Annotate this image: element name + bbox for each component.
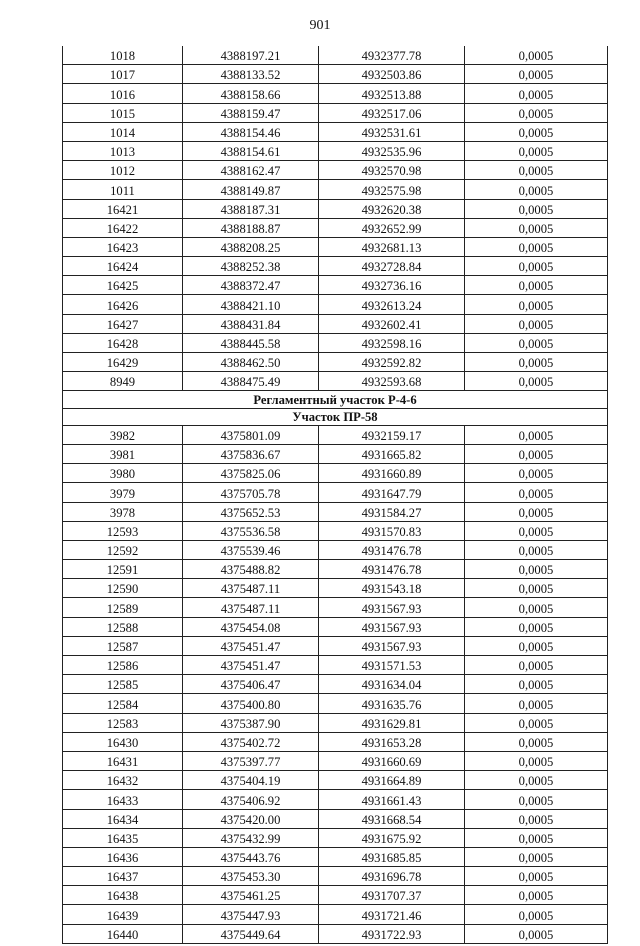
y-coordinate-cell: 4932681.13	[319, 237, 465, 256]
coordinates-table-wrapper	[62, 46, 607, 944]
x-coordinate-cell: 4388159.47	[183, 103, 319, 122]
table-row	[63, 732, 608, 751]
x-coordinate-cell: 4388197.21	[183, 46, 319, 65]
x-coordinate-cell: 4375402.72	[183, 732, 319, 751]
table-row	[63, 502, 608, 521]
value-cell: 0,0005	[465, 598, 608, 617]
point-number-cell: 1015	[63, 103, 183, 122]
value-cell: 0,0005	[465, 521, 608, 540]
value-cell: 0,0005	[465, 886, 608, 905]
x-coordinate-cell: 4388162.47	[183, 161, 319, 180]
point-number-cell: 3981	[63, 444, 183, 463]
value-cell: 0,0005	[465, 675, 608, 694]
y-coordinate-cell: 4932531.61	[319, 122, 465, 141]
y-coordinate-cell: 4931664.89	[319, 771, 465, 790]
value-cell: 0,0005	[465, 867, 608, 886]
table-row	[63, 636, 608, 655]
x-coordinate-cell: 4375420.00	[183, 809, 319, 828]
value-cell: 0,0005	[465, 46, 608, 65]
y-coordinate-cell: 4931543.18	[319, 579, 465, 598]
point-number-cell: 1014	[63, 122, 183, 141]
x-coordinate-cell: 4375451.47	[183, 636, 319, 655]
value-cell: 0,0005	[465, 180, 608, 199]
y-coordinate-cell: 4931629.81	[319, 713, 465, 732]
table-row	[63, 675, 608, 694]
table-body-second	[63, 425, 608, 943]
x-coordinate-cell: 4375539.46	[183, 540, 319, 559]
value-cell: 0,0005	[465, 257, 608, 276]
table-row	[63, 314, 608, 333]
point-number-cell: 16436	[63, 847, 183, 866]
value-cell: 0,0005	[465, 237, 608, 256]
y-coordinate-cell: 4931567.93	[319, 598, 465, 617]
value-cell: 0,0005	[465, 905, 608, 924]
point-number-cell: 1012	[63, 161, 183, 180]
x-coordinate-cell: 4375836.67	[183, 444, 319, 463]
point-number-cell: 12585	[63, 675, 183, 694]
value-cell: 0,0005	[465, 732, 608, 751]
x-coordinate-cell: 4388158.66	[183, 84, 319, 103]
point-number-cell: 12588	[63, 617, 183, 636]
table-row	[63, 65, 608, 84]
table-row	[63, 579, 608, 598]
y-coordinate-cell: 4932535.96	[319, 141, 465, 160]
point-number-cell: 16432	[63, 771, 183, 790]
value-cell: 0,0005	[465, 161, 608, 180]
y-coordinate-cell: 4932377.78	[319, 46, 465, 65]
y-coordinate-cell: 4931661.43	[319, 790, 465, 809]
point-number-cell: 16428	[63, 333, 183, 352]
section-headers	[63, 391, 608, 425]
y-coordinate-cell: 4931584.27	[319, 502, 465, 521]
y-coordinate-cell: 4931567.93	[319, 617, 465, 636]
point-number-cell: 16429	[63, 353, 183, 372]
table-row	[63, 103, 608, 122]
y-coordinate-cell: 4932736.16	[319, 276, 465, 295]
x-coordinate-cell: 4375705.78	[183, 483, 319, 502]
table-row	[63, 847, 608, 866]
value-cell: 0,0005	[465, 751, 608, 770]
table-row	[63, 141, 608, 160]
section-row-plot	[63, 408, 608, 425]
x-coordinate-cell: 4375536.58	[183, 521, 319, 540]
point-number-cell: 16434	[63, 809, 183, 828]
table-row	[63, 46, 608, 65]
y-coordinate-cell: 4931665.82	[319, 444, 465, 463]
x-coordinate-cell: 4388372.47	[183, 276, 319, 295]
y-coordinate-cell: 4931570.83	[319, 521, 465, 540]
x-coordinate-cell: 4388149.87	[183, 180, 319, 199]
table-row	[63, 353, 608, 372]
table-row	[63, 905, 608, 924]
value-cell: 0,0005	[465, 579, 608, 598]
coordinates-table	[62, 46, 608, 944]
x-coordinate-cell: 4375443.76	[183, 847, 319, 866]
point-number-cell: 16425	[63, 276, 183, 295]
y-coordinate-cell: 4931476.78	[319, 560, 465, 579]
value-cell: 0,0005	[465, 276, 608, 295]
x-coordinate-cell: 4388154.61	[183, 141, 319, 160]
value-cell: 0,0005	[465, 444, 608, 463]
table-row	[63, 656, 608, 675]
x-coordinate-cell: 4375387.90	[183, 713, 319, 732]
point-number-cell: 12592	[63, 540, 183, 559]
point-number-cell: 12586	[63, 656, 183, 675]
value-cell: 0,0005	[465, 502, 608, 521]
point-number-cell: 3979	[63, 483, 183, 502]
point-number-cell: 16437	[63, 867, 183, 886]
point-number-cell: 12593	[63, 521, 183, 540]
y-coordinate-cell: 4931707.37	[319, 886, 465, 905]
value-cell: 0,0005	[465, 828, 608, 847]
point-number-cell: 1013	[63, 141, 183, 160]
point-number-cell: 16422	[63, 218, 183, 237]
page-number: 901	[309, 18, 331, 33]
point-number-cell: 12589	[63, 598, 183, 617]
table-row	[63, 444, 608, 463]
point-number-cell: 1018	[63, 46, 183, 65]
y-coordinate-cell: 4931567.93	[319, 636, 465, 655]
table-row	[63, 237, 608, 256]
y-coordinate-cell: 4932575.98	[319, 180, 465, 199]
value-cell: 0,0005	[465, 141, 608, 160]
x-coordinate-cell: 4375397.77	[183, 751, 319, 770]
x-coordinate-cell: 4388462.50	[183, 353, 319, 372]
y-coordinate-cell: 4931660.89	[319, 464, 465, 483]
value-cell: 0,0005	[465, 694, 608, 713]
point-number-cell: 1011	[63, 180, 183, 199]
table-row	[63, 751, 608, 770]
point-number-cell: 12584	[63, 694, 183, 713]
x-coordinate-cell: 4388188.87	[183, 218, 319, 237]
value-cell: 0,0005	[465, 847, 608, 866]
value-cell: 0,0005	[465, 372, 608, 391]
y-coordinate-cell: 4931685.85	[319, 847, 465, 866]
value-cell: 0,0005	[465, 199, 608, 218]
y-coordinate-cell: 4932592.82	[319, 353, 465, 372]
point-number-cell: 12587	[63, 636, 183, 655]
x-coordinate-cell: 4375400.80	[183, 694, 319, 713]
y-coordinate-cell: 4932652.99	[319, 218, 465, 237]
y-coordinate-cell: 4932598.16	[319, 333, 465, 352]
y-coordinate-cell: 4932613.24	[319, 295, 465, 314]
y-coordinate-cell: 4931634.04	[319, 675, 465, 694]
y-coordinate-cell: 4932602.41	[319, 314, 465, 333]
table-row	[63, 867, 608, 886]
y-coordinate-cell: 4931722.93	[319, 924, 465, 943]
table-row	[63, 713, 608, 732]
point-number-cell: 8949	[63, 372, 183, 391]
y-coordinate-cell: 4931660.69	[319, 751, 465, 770]
value-cell: 0,0005	[465, 656, 608, 675]
point-number-cell: 1017	[63, 65, 183, 84]
table-row	[63, 560, 608, 579]
x-coordinate-cell: 4375825.06	[183, 464, 319, 483]
value-cell: 0,0005	[465, 333, 608, 352]
table-row	[63, 180, 608, 199]
x-coordinate-cell: 4375447.93	[183, 905, 319, 924]
point-number-cell: 16439	[63, 905, 183, 924]
point-number-cell: 16423	[63, 237, 183, 256]
point-number-cell: 16430	[63, 732, 183, 751]
x-coordinate-cell: 4388133.52	[183, 65, 319, 84]
point-number-cell: 3980	[63, 464, 183, 483]
table-row	[63, 218, 608, 237]
table-row	[63, 122, 608, 141]
point-number-cell: 16435	[63, 828, 183, 847]
y-coordinate-cell: 4931635.76	[319, 694, 465, 713]
y-coordinate-cell: 4932620.38	[319, 199, 465, 218]
table-row	[63, 924, 608, 943]
value-cell: 0,0005	[465, 636, 608, 655]
x-coordinate-cell: 4375404.19	[183, 771, 319, 790]
table-body-first	[63, 46, 608, 391]
value-cell: 0,0005	[465, 790, 608, 809]
x-coordinate-cell: 4375406.47	[183, 675, 319, 694]
x-coordinate-cell: 4375461.25	[183, 886, 319, 905]
table-row	[63, 521, 608, 540]
point-number-cell: 16426	[63, 295, 183, 314]
table-row	[63, 598, 608, 617]
point-number-cell: 12590	[63, 579, 183, 598]
x-coordinate-cell: 4388431.84	[183, 314, 319, 333]
x-coordinate-cell: 4388475.49	[183, 372, 319, 391]
x-coordinate-cell: 4375801.09	[183, 425, 319, 444]
value-cell: 0,0005	[465, 540, 608, 559]
table-row	[63, 333, 608, 352]
table-row	[63, 694, 608, 713]
y-coordinate-cell: 4932517.06	[319, 103, 465, 122]
table-row	[63, 84, 608, 103]
table-row	[63, 276, 608, 295]
x-coordinate-cell: 4375432.99	[183, 828, 319, 847]
table-row	[63, 464, 608, 483]
value-cell: 0,0005	[465, 617, 608, 636]
point-number-cell: 16427	[63, 314, 183, 333]
value-cell: 0,0005	[465, 924, 608, 943]
point-number-cell: 3978	[63, 502, 183, 521]
point-number-cell: 16431	[63, 751, 183, 770]
y-coordinate-cell: 4931668.54	[319, 809, 465, 828]
point-number-cell: 1016	[63, 84, 183, 103]
value-cell: 0,0005	[465, 218, 608, 237]
table-row	[63, 295, 608, 314]
y-coordinate-cell: 4932159.17	[319, 425, 465, 444]
x-coordinate-cell: 4375454.08	[183, 617, 319, 636]
section-title-regl: Регламентный участок Р-4-6	[63, 391, 608, 408]
x-coordinate-cell: 4375449.64	[183, 924, 319, 943]
y-coordinate-cell: 4931647.79	[319, 483, 465, 502]
value-cell: 0,0005	[465, 65, 608, 84]
value-cell: 0,0005	[465, 713, 608, 732]
value-cell: 0,0005	[465, 771, 608, 790]
section-title-plot: Участок ПР-58	[63, 408, 608, 425]
point-number-cell: 16424	[63, 257, 183, 276]
y-coordinate-cell: 4931476.78	[319, 540, 465, 559]
value-cell: 0,0005	[465, 295, 608, 314]
x-coordinate-cell: 4375406.92	[183, 790, 319, 809]
x-coordinate-cell: 4388252.38	[183, 257, 319, 276]
x-coordinate-cell: 4375652.53	[183, 502, 319, 521]
point-number-cell: 12591	[63, 560, 183, 579]
table-row	[63, 771, 608, 790]
value-cell: 0,0005	[465, 560, 608, 579]
table-row	[63, 257, 608, 276]
x-coordinate-cell: 4388445.58	[183, 333, 319, 352]
x-coordinate-cell: 4375451.47	[183, 656, 319, 675]
point-number-cell: 16433	[63, 790, 183, 809]
value-cell: 0,0005	[465, 103, 608, 122]
x-coordinate-cell: 4388208.25	[183, 237, 319, 256]
table-row	[63, 161, 608, 180]
x-coordinate-cell: 4375487.11	[183, 598, 319, 617]
y-coordinate-cell: 4932513.88	[319, 84, 465, 103]
point-number-cell: 12583	[63, 713, 183, 732]
x-coordinate-cell: 4388187.31	[183, 199, 319, 218]
value-cell: 0,0005	[465, 353, 608, 372]
point-number-cell: 3982	[63, 425, 183, 444]
y-coordinate-cell: 4931653.28	[319, 732, 465, 751]
x-coordinate-cell: 4375453.30	[183, 867, 319, 886]
value-cell: 0,0005	[465, 84, 608, 103]
x-coordinate-cell: 4375488.82	[183, 560, 319, 579]
table-row	[63, 886, 608, 905]
section-row-regl	[63, 391, 608, 408]
value-cell: 0,0005	[465, 809, 608, 828]
table-row	[63, 372, 608, 391]
point-number-cell: 16438	[63, 886, 183, 905]
table-row	[63, 828, 608, 847]
x-coordinate-cell: 4375487.11	[183, 579, 319, 598]
x-coordinate-cell: 4388421.10	[183, 295, 319, 314]
y-coordinate-cell: 4931571.53	[319, 656, 465, 675]
table-row	[63, 540, 608, 559]
y-coordinate-cell: 4932593.68	[319, 372, 465, 391]
y-coordinate-cell: 4932728.84	[319, 257, 465, 276]
y-coordinate-cell: 4932570.98	[319, 161, 465, 180]
table-row	[63, 199, 608, 218]
y-coordinate-cell: 4931721.46	[319, 905, 465, 924]
y-coordinate-cell: 4932503.86	[319, 65, 465, 84]
value-cell: 0,0005	[465, 483, 608, 502]
value-cell: 0,0005	[465, 464, 608, 483]
table-row	[63, 809, 608, 828]
value-cell: 0,0005	[465, 122, 608, 141]
x-coordinate-cell: 4388154.46	[183, 122, 319, 141]
value-cell: 0,0005	[465, 314, 608, 333]
value-cell: 0,0005	[465, 425, 608, 444]
point-number-cell: 16421	[63, 199, 183, 218]
y-coordinate-cell: 4931696.78	[319, 867, 465, 886]
table-row	[63, 790, 608, 809]
y-coordinate-cell: 4931675.92	[319, 828, 465, 847]
table-row	[63, 483, 608, 502]
point-number-cell: 16440	[63, 924, 183, 943]
table-row	[63, 617, 608, 636]
table-row	[63, 425, 608, 444]
